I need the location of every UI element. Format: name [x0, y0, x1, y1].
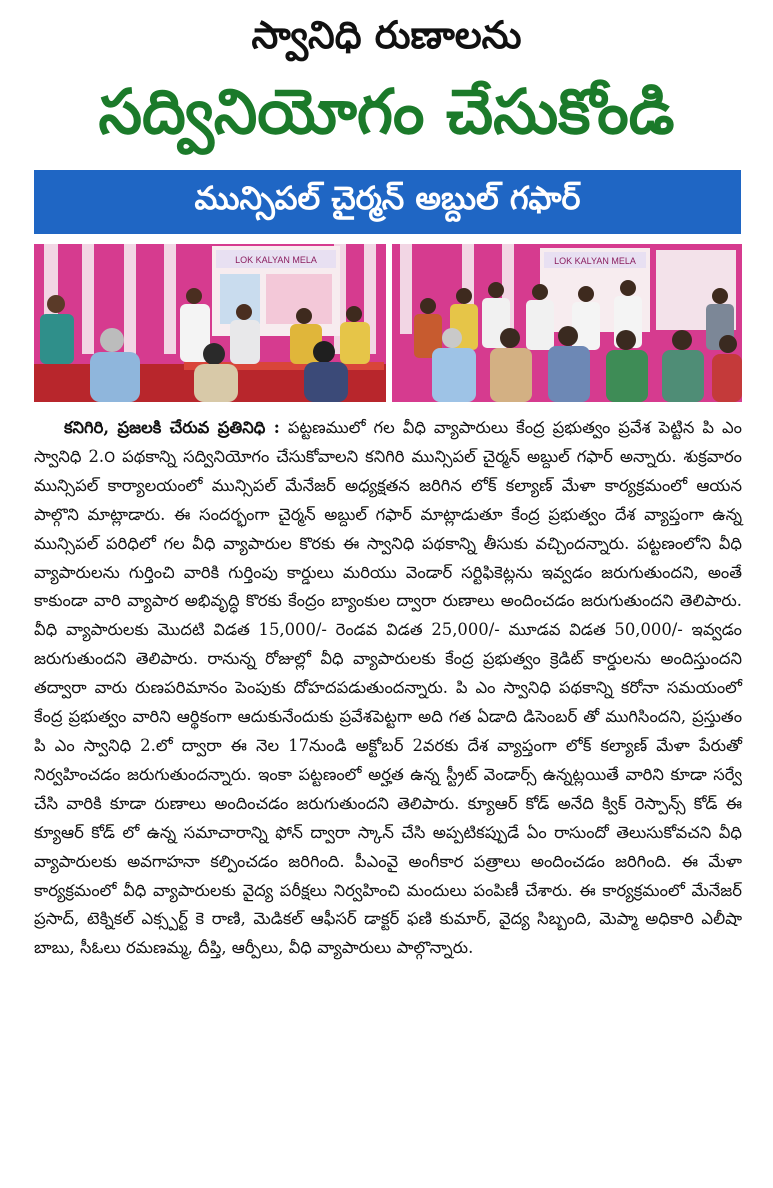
dateline: కనిగిరి, ప్రజలకి చేరువ ప్రతినిధి :: [64, 418, 280, 437]
main-headline: సద్వినియోగం చేసుకోండి: [98, 75, 675, 148]
event-photo-right: [392, 244, 742, 402]
subhead-text: మున్సిపల్ చైర్మన్ అబ్దుల్ గఫార్: [194, 179, 581, 217]
subhead-banner: [34, 170, 741, 234]
poster-banner-text: LOK KALYAN MELA: [554, 256, 636, 266]
poster-banner-text: LOK KALYAN MELA: [235, 255, 317, 265]
kicker-headline: స్వానిధి రుణాలను: [251, 13, 522, 57]
event-photo-left: [34, 244, 386, 402]
article-body: [34, 414, 742, 963]
article-body-text: పట్టణములో గల వీధి వ్యాపారులు కేంద్ర ప్రభుత్వం ప్రవేశ పెట్టిన పి ఎం స్వానిధి 2.౦ పథకాన్ని సద్వినియోగం చేసుకోవాలని కనిగిరి మున్సిపల్ చైర్మన్ అబ్దుల్ గఫార్ అన్నారు. శుక్రవారం మున్సిపల్ కార్యాలయంలో మున్సిపల్ మేనేజర్ అధ్యక్షతన జరిగిన లోక్ కల్యాణ్ మేళా కార్యక్రమంలో ఆయన పాల్గొని మాట్లాడారు. ఈ సందర్భంగా చైర్మన్ అబ్దుల్ గఫార్ మాట్లాడుతూ కేంద్ర ప్రభుత్వం దేశ వ్యాప్తంగా ఉన్న మున్సిపల్ పరిధిలో గల వీధి వ్యాపారుల కొరకు ఈ స్వానిధి పథకాన్ని తీసుకు వచ్చిందన్నారు. పట్టణంలోని వీధి వ్యాపారులను గుర్తించి వారికి గుర్తింపు కార్డులు మరియు వెండార్ సర్టిఫికెట్లను ఇవ్వడం జరుగుతుందని, అంతే కాకుండా వారి వ్యాపార అభివృద్ధి కొరకు కేంద్రం బ్యాంకుల ద్వారా రుణాలు అందించడం జరుగుతుందని తెలిపారు. వీధి వ్యాపారులకు మొదటి విడత 15,000/- రెండవ విడత 25,000/- మూడవ విడత 50,000/- ఇవ్వడం జరుగుతుందని తెలిపారు. రానున్న రోజుల్లో వీధి వ్యాపారులకు కేంద్ర ప్రభుత్వం క్రెడిట్ కార్డులను అందిస్తుందని తద్వారా వారు రుణపరిమానం పెంపుకు దోహదపడుతుందన్నారు. పి ఎం స్వానిధి పథకాన్ని కరోనా సమయంలో కేంద్ర ప్రభుత్వం వారిని ఆర్థికంగా ఆదుకునేందుకు ప్రవేశపెట్టగా అది గత ఏడాది డిసెంబర్ తో ముగిసిందని, ప్రస్తుతం పి ఎం స్వానిధి 2.లో ద్వారా ఈ నెల 17నుండి అక్టోబర్ 2వరకు దేశ వ్యాప్తంగా లోక్ కల్యాణ్ మేళా పేరుతో నిర్వహించడం జరుగుతుందన్నారు. ఇంకా పట్టణంలో అర్హత ఉన్న స్ట్రీట్ వెండార్స్ ఉన్నట్లయితే వారిని కూడా సర్వే చేసి వారికి కూడా రుణాలు అందించడం జరుగుతుందని తెలిపారు. క్యూఆర్ కోడ్ అనేది క్విక్ రెస్పాన్స్ కోడ్ ఈ క్యూఆర్ కోడ్ లో ఉన్న సమాచారాన్ని ఫోన్ ద్వారా స్కాన్ చేసి అప్పటికప్పుడే ఏం రాసుందో తెలుసుకోవచని వీధి వ్యాపారులకు అవగాహనా కల్పించడం జరిగింది. పీఎంవై అంగీకార పత్రాలు అందించడం జరిగింది. ఈ మేళా కార్యక్రమంలో వీధి వ్యాపారులకు వైద్య పరీక్షలు నిర్వహించి మందులు పంపిణీ చేశారు. ఈ కార్యక్రమంలో మేనేజర్ ప్రసాద్, టెక్నికల్ ఎక్స్పర్ట్ కె రాణి, మెడికల్ ఆఫీసర్ డాక్టర్ ఫణి కుమార్, వైద్య సిబ్బంది, మెప్మా అధికారి ఎలీషా బాబు, సీఓలు రమణమ్మ, దీప్తి, ఆర్పీలు, వీధి వ్యాపారులు పాల్గొన్నారు.: [34, 418, 742, 958]
